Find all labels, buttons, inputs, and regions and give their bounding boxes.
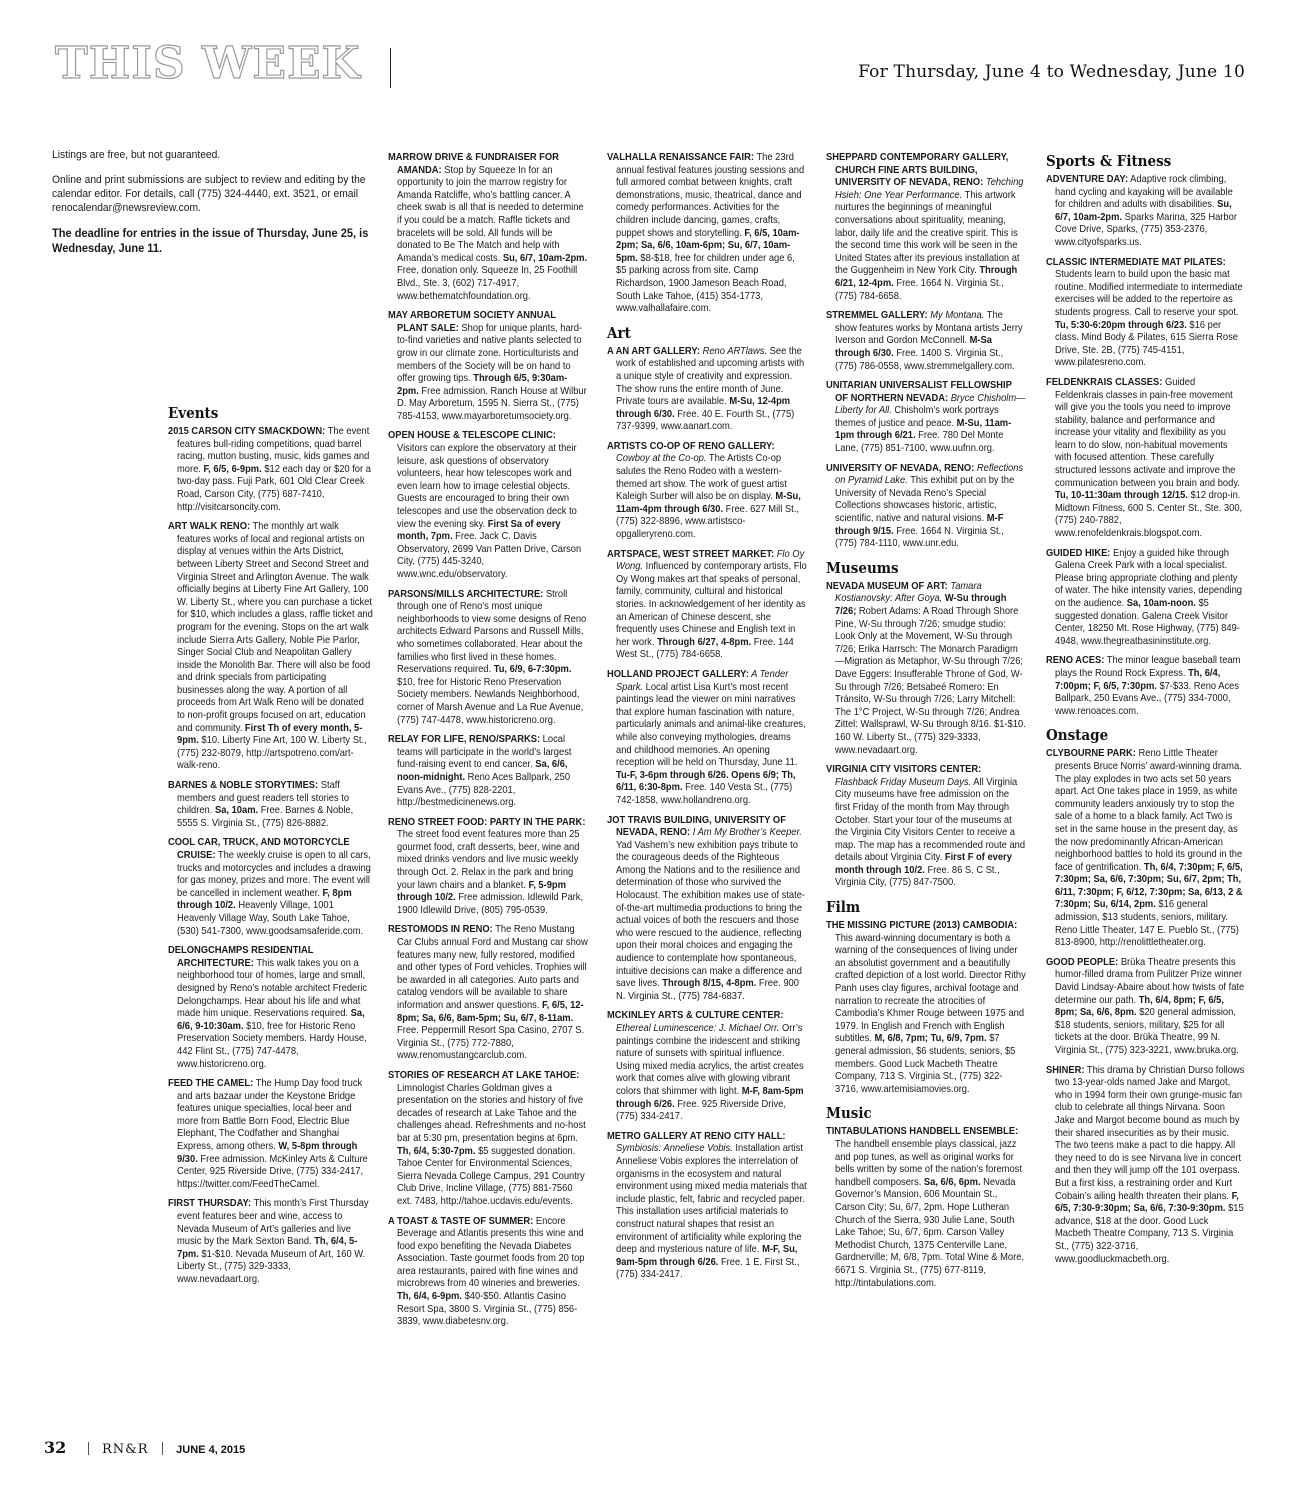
listing-time: Th, 6/4, 7:30pm; F, 6/5, 7:30pm; Sa, 6/6, 7:30pm; Su, 6/7, 2pm; Th, 6/11, 7:30pm; F, 6/12, 7:30pm; Sa, 6/13, 2 & 7:30pm; Su, 6/14, 2pm. (1055, 861, 1243, 911)
listing-title: MAY ARBORETUM SOCIETY ANNUAL PLANT SALE: (388, 310, 556, 334)
listing-time: F, 6/5, 7:30-9:30pm; Sa, 6/6, 7:30-9:30pm. (1055, 1190, 1239, 1215)
issue-date: JUNE 4, 2015 (176, 1444, 246, 1456)
listing-description: Encore Beverage and Atlantis presents this wine and food expo benefiting the Nevada Diabetes Association. Taste gourmet foods from 20 top area restaurants, paired with fine wines and microbrews from 40 wineries and breweries. (397, 1215, 585, 1290)
page-footer (44, 1438, 245, 1458)
listing-title: GUIDED HIKE: (1046, 547, 1111, 559)
intro-deadline: The deadline for entries in the issue of Thursday, June 25, is Wednesday, June 11. (52, 226, 369, 255)
section-heading: Sports & Fitness (1046, 152, 1172, 170)
listing-time: Tu, 10-11:30am through 12/15. (1055, 490, 1188, 502)
intro-notes (52, 148, 369, 267)
listing-description: The Hump Day food truck and arts bazaar under the Keystone Bridge features unique specialties, local beer and more from Battle Born Food, Electric Blue Elephant, The Codfather and Shanghai Express, among others. (177, 1078, 363, 1153)
listing-description: This walk takes you on a neighborhood tour of homes, large and small, designed by Reno’s notable architect Frederic Delongchamps. Hear about his life and what made him unique. Reservations required. (177, 957, 368, 1020)
listing-title: TINTABULATIONS HANDBELL ENSEMBLE: (826, 1126, 1019, 1138)
listing-description: Influenced by contemporary artists, Flo Oy Wong makes art that speaks of personal, family, community, cultural and historical stories. In acknowledgement of her identity as an American of Chinese descent, she frequently uses Chinese and English text in her work. (616, 561, 807, 648)
listing-item (826, 463, 1026, 551)
listing-details: $10. Liberty Fine Art, 100 W. Liberty St., (775) 232-8079, http://artspotreno.com/art-walk-reno. (177, 735, 367, 772)
column-5 (1046, 152, 1246, 1273)
listing-title: UNITARIAN UNIVERSALIST FELLOWSHIP OF NORTHERN NEVADA: (826, 380, 1012, 404)
listing-item (826, 920, 1026, 1096)
page-number: 32 (44, 1438, 67, 1457)
listing-time: F, 8pm through 10/2. (177, 887, 352, 912)
listing-time: Through 8/15, 4-8pm. (662, 978, 757, 990)
listing-details: Free. 1664 N. Virginia St., (775) 784-1110, www.unr.edu. (835, 525, 1004, 550)
listing-item (826, 581, 1026, 757)
listing-item (1046, 655, 1246, 718)
listing-details: Free admission. Ranch House at Wilbur D. May Arboretum, 1595 N. Sierra St., (775) 785-4153, www.mayarboretumsociety.org. (397, 385, 587, 422)
listing-description: The Reno Mustang Car Clubs annual Ford and Mustang car show features many new, fully restored, modified and other types of Ford vehicles. Trophies will be awarded in all categories. Auto parts and catalog vendors will be available to share information and answer questions. (397, 924, 588, 1011)
listing-details: Free. 144 West St., (775) 784-6658. (616, 636, 794, 661)
listing-details: $7 general admission, $6 students, seniors, $5 members. Good Luck Macbeth Theatre Company, 713 S. Virginia St., (775) 322-3716, www.artemisiamovies.org. (835, 1033, 1016, 1095)
listing-details: $5 suggested donation. Tahoe Center for Environmental Sciences, Sierra Nevada College Campus, 291 Country Club Drive, Incline Village, (775) 881-7560 ext. 7483, http://tahoe.ucdavis.edu/events. (397, 1145, 585, 1207)
masthead (55, 38, 1245, 92)
footer-divider (88, 1442, 89, 1455)
listing-title: ADVENTURE DAY: (1046, 174, 1129, 185)
listing-description: This artwork nurtures the beginnings of meaningful conversations about spirituality, meaning, labor, daily life and the creative spirit. This is the second time this work will be seen in the United States after its previous installation at the Guggenheim in New York City. (835, 189, 1020, 277)
listing-item (168, 837, 373, 938)
listing-details: Sparks Marina, 325 Harbor Cove Drive, Sparks, (775) 353-2376, www.cityofsparks.us. (1055, 211, 1237, 248)
listing-time: M-Su, 11am-1pm through 6/21. (835, 417, 1012, 442)
listing-title: UNIVERSITY OF NEVADA, RENO: (826, 462, 975, 474)
listing-description: The handbell ensemble plays classical, jazz and pop tunes, as well as original works for bells written by some of the nation’s foremost handbell composers. (835, 1138, 1022, 1188)
listing-time: Through 6/21, 12-4pm. (835, 265, 1018, 289)
listing-description: This exhibit put on by the University of Nevada Reno’s Special Collections showcases historic, artistic, scientific, native and natural visions. (835, 475, 1015, 525)
listing-time: W-Su through 7/26; (835, 593, 1007, 617)
listing-subtitle: Flashback Friday Museum Days. (835, 776, 972, 788)
listing-description: The 23rd annual festival features jousting sessions and full armored combat between knights, craft demonstrations, music, theatrical, dance and comedy performances. Activities for the children include dancing, games, crafts, puppet shows and storytelling. (616, 152, 805, 239)
listing-details: Free, donation only. Squeeze In, 25 Foothill Blvd., Ste. 3, (602) 717-4917, www.bethematchfoundation.org. (397, 265, 578, 302)
listing-item (607, 1010, 807, 1123)
listing-description: Local artist Lisa Kurt’s most recent paintings lead the viewer on mini narratives that explore human fascination with nature, particularly animals and animal-like creatures, while also conveying mythologies, dreams and childhood memories. An opening reception will be held on Thursday, June 11. (616, 681, 806, 769)
listing-time: First Sa of every month, 7pm. (397, 518, 561, 543)
date-range: For Thursday, June 4 to Wednesday, June 10 (858, 62, 1245, 82)
listing-description: Shop for unique plants, hard-to-find varieties and native plants selected to grow in our climate zone. Horticulturists and members of the Society will be on hand to offer growing tips. (397, 322, 583, 385)
listing-description: Yad Vashem’s new exhibition pays tribute to the courageous deeds of the Righteous Among the Nations and to the resilience and determination of those who survived the Holocaust. The exhibition makes use of state-of-the-art multimedia productions to bring the actual voices of both the rescuers and those who were rescued to the audience, reflecting upon their moral choices and engaging the audience to contemplate how spontaneous, intuitive decisions can make a difference and save lives. (616, 839, 806, 990)
listing-details: Free. 900 N. Virginia St., (775) 784-6837. (616, 978, 799, 1002)
listing-details: Heavenly Village, 1001 Heavenly Village Way, South Lake Tahoe, (530) 541-7300, www.goodsamsaferide.com. (177, 900, 364, 937)
listing-description: Limnologist Charles Goldman gives a presentation on the stories and history of five decades of research at Lake Tahoe and the challenges ahead. Refreshments and no-host bar at 5:30 pm, presentation begins at 6pm. (397, 1082, 586, 1144)
listing-subtitle: Reno ARTlaws. (699, 345, 768, 357)
listing-subtitle: I Am My Brother’s Keeper. (690, 827, 802, 839)
listing-description: Brüka Theatre presents this humor-filled drama from Pulitzer Prize winner David Lindsay-Abaire about how twists of fate determine our path. (1055, 956, 1245, 1006)
listing-subtitle: Ethereal Luminescence: J. Michael Orr. (616, 1023, 780, 1034)
listing-title: STREMMEL GALLERY: (826, 310, 928, 322)
listing-subtitle: My Montana. (927, 310, 985, 322)
listing-time: Tu-F, 3-6pm through 6/26. Opens 6/9; Th, 6/11, 6:30-8pm. (616, 769, 796, 794)
listing-item (826, 152, 1026, 303)
column-2 (388, 152, 588, 1336)
listing-description: All Virginia City museums have free admission on the first Friday of the month from May through October. Start your tour of the museums at the Virginia City Visitors Center to receive a map. The map has a recommended route and details about Virginia City. (835, 776, 1026, 864)
listing-time: Sa, 6/6, noon-midnight. (397, 759, 568, 783)
listing-item (388, 310, 588, 423)
listing-time: Tu, 5:30-6:20pm through 6/23. (1055, 319, 1187, 331)
listing-title: METRO GALLERY AT RENO CITY HALL: (607, 1130, 786, 1142)
listing-item (1046, 548, 1246, 649)
listing-item (826, 380, 1026, 456)
listing-title: FIRST THURSDAY: (168, 1198, 252, 1210)
listing-title: DELONGCHAMPS RESIDENTIAL ARCHITECTURE: (168, 945, 314, 969)
listing-subtitle: Reflections on Pyramid Lake. (835, 462, 1024, 487)
listing-item (388, 734, 588, 810)
section-heading: Museums (826, 558, 899, 577)
listing-details: $15 advance, $18 at the door. Good Luck Macbeth Theatre Company, 713 S. Virginia St., (775) 322-3716, www.goodluckmacbeth.org. (1055, 1203, 1244, 1265)
listing-item (607, 441, 807, 542)
listing-item (1046, 257, 1246, 370)
listing-time: F, 5-9pm through 10/2. (397, 879, 566, 904)
listing-description: The minor league baseball team plays the Round Rock Express. (1055, 655, 1241, 679)
column-4 (826, 152, 1026, 1297)
listing-item (826, 310, 1026, 373)
listing-description: The weekly cruise is open to all cars, trucks and motorcycles and includes a drawing for gas money, prizes and more. The event will be cancelled in inclement weather. (177, 850, 371, 899)
listing-item (607, 1131, 807, 1282)
listing-title: FEED THE CAMEL: (168, 1078, 254, 1090)
listing-subtitle: Tehching Hsieh: One Year Performance. (835, 177, 1024, 201)
listing-subtitle: Flo Oy Wong. (616, 548, 805, 573)
listing-time: F, 6/5, 12-8pm; Sa, 6/6, 8am-5pm; Su, 6/7, 8-11am. (397, 1000, 584, 1024)
listing-item (168, 1198, 373, 1286)
listing-title: A AN ART GALLERY: (607, 345, 700, 357)
listing-description: This drama by Christian Durso follows two 13-year-olds named Jake and Margot, who in 1994 form their own grunge-music fan club to celebrate all things Nirvana. Soon Jake and Margot become bound as much by their shared insecurities as by their music. The two teens make a pact to die happy. All they need to do is see Nirvana live in concert and then they will jump off the 101 overpass. But a first kiss, a restraining order and Kurt Cobain’s ailing health threaten their plans. (1055, 1064, 1245, 1202)
listing-title: RESTOMODS IN RENO: (388, 924, 493, 936)
listing-time: Sa, 10am-noon. (1126, 598, 1196, 609)
listing-details: $1-$10. Nevada Museum of Art, 160 W. Liberty St., (775) 329-3333, www.nevadaart.org. (177, 1248, 366, 1285)
listing-description: Enjoy a guided hike through Galena Creek Park with a local specialist. Please bring appropriate clothing and plenty of water. The hike intensity varies, depending on the audience. (1055, 547, 1242, 609)
listing-title: RENO ACES: (1046, 655, 1105, 667)
listing-description: Staff members and guest readers tell stories to children. (177, 780, 350, 817)
listing-time: First Th of every month, 5-9pm. (177, 722, 363, 747)
listing-title: THE MISSING PICTURE (2013) CAMBODIA: (826, 920, 1018, 932)
listing-description: Reno Little Theater presents Bruce Norris’ award-winning drama. The play explodes in two acts set 50 years apart. Act One takes place in 1959, as white community leaders anxiously try to stop the sale of a home to a black family. Act Two is set in the same house in the present day, as the now predominantly African-American neighborhood battles to hold its ground in the face of gentrification. (1055, 748, 1243, 873)
listing-time: Th, 6/4, 5-7pm. (177, 1236, 358, 1260)
listing-description: The monthly art walk features works of local and regional artists on display at venues within the Arts District, between Liberty Street and Second Street and Virginia Street and Arlington Avenue. The walk officially begins at Liberty Fine Art Gallery, 100 W. Liberty St., where you can purchase a ticket for $10, which includes a glass, raffle ticket and program for the evening. Stops on the art walk include Sierra Arts Gallery, Noble Pie Parlor, Singer Social Club and Neapolitan Gallery inside the Monolith Bar. There will also be food and drink specials from participating businesses along the way. A portion of all proceeds from Art Walk Reno will be donated to non-profit groups focused on art, education and community. (177, 521, 373, 734)
listing-details: Robert Adams: A Road Through Shore Pine, W-Su through 7/26; smudge studio: Look Only at the Movement, W-Su through 7/26; Erika Harrsch: The Monarch Paradigm—Migration as Metaphor, W-Su through 7/26; Dave Eggers: Insufferable Throne of God, W-Su through 7/26; Betsabeé Romero: En Tránsito, W-Su through 7/26; Larry Mitchell: The 1°C Project, W-Su through 7/26; Andrea Zittel: Wallsprawl, W-Su through 8/16. $1-$10. 160 W. Liberty St., (775) 329-3333, www.nevadaart.org. (835, 606, 1026, 756)
footer-divider (162, 1442, 163, 1455)
listing-details: Free. Jack C. Davis Observatory, 2699 Van Patten Drive, Carson City, (775) 445-3240, www.wnc.edu/observatory. (397, 531, 582, 580)
listing-title: FELDENKRAIS CLASSES: (1046, 376, 1163, 388)
listing-section (1046, 152, 1246, 718)
listing-item (826, 764, 1026, 890)
listing-title: JOT TRAVIS BUILDING, UNIVERSITY OF NEVADA, RENO: (607, 814, 786, 839)
listing-time: M-F through 9/15. (835, 513, 1004, 537)
listing-description: This month’s First Thursday event features beer and wine, access to Nevada Museum of Art’s galleries and live music by the Mark Sexton Band. (177, 1198, 369, 1248)
listing-details: Free. 140 Vesta St., (775) 742-1858, www.hollandreno.org. (616, 782, 793, 806)
listing-title: OPEN HOUSE & TELESCOPE CLINIC: (388, 430, 556, 442)
listing-item (168, 521, 373, 773)
listing-time: Th, 6/4, 6-9pm. (397, 1291, 462, 1303)
listing-details: $7-$33. Reno Aces Ballpark, 250 Evans Ave., (775) 334-7000, www.renoaces.com. (1055, 680, 1240, 717)
listing-title: CLASSIC INTERMEDIATE MAT PILATES: (1046, 256, 1226, 268)
listing-description: Chisholm’s work portrays themes of justice and peace. (835, 405, 999, 429)
listing-title: ARTSPACE, WEST STREET MARKET: (607, 548, 775, 560)
listing-time: F, 6/5, 10am-2pm; Sa, 6/6, 10am-6pm; Su, 6/7, 10am-5pm. (616, 227, 800, 264)
listing-details: Free. Barnes & Noble, 5555 S. Virginia St., (775) 826-8882. (177, 805, 354, 829)
intro-submissions: Online and print submissions are subject to review and editing by the calendar editor. For details, call (775) 324-4440, ext. 3521, or email renocalendar@newsreview.com. (52, 174, 366, 214)
listing-details: $5 suggested donation. Galena Creek Visitor Center, 18250 Mt. Rose Highway, (775) 849-4948, www.thegreatbasininstitute.org. (1055, 598, 1240, 647)
listing-description: Visitors can explore the observatory at their leisure, ask questions of observatory volunteers, hear how telescopes work and even learn how to image celestial objects. Guests are encouraged to bring their own telescopes and use the observation deck to view the evening sky. (397, 443, 577, 530)
listing-time: M, 6/8, 7pm; Tu, 6/9, 7pm. (874, 1033, 987, 1045)
listing-title: ART WALK RENO: (168, 521, 251, 533)
listing-time: Th, 6/4, 7:00pm; F, 6/5, 7:30pm. (1055, 667, 1221, 692)
listing-description: Orr’s paintings combine the iridescent and striking nature of sunsets with spiritual influence. Using mixed media acrylics, the artist creates work that comes alive with glowing vibrant colors that shimmer with light. (616, 1023, 804, 1097)
section-heading: Music (826, 1104, 872, 1123)
section-heading: Onstage (1046, 726, 1109, 745)
listing-item (388, 817, 588, 918)
listing-time: Sa, 10am. (214, 805, 259, 817)
listing-details: Free. 86 S. C St., Virginia City, (775) 847-7500. (835, 864, 1000, 889)
listing-details: Free. 1 E. First St., (775) 334-2417. (616, 1256, 800, 1281)
listing-item (388, 1216, 588, 1329)
listing-time: Sa, 6/6, 6pm. (923, 1176, 981, 1188)
listing-title: COOL CAR, TRUCK, AND MOTORCYCLE CRUISE: (168, 837, 350, 861)
listing-item (607, 346, 807, 434)
listing-details: Reno Aces Ballpark, 250 Evans Ave., (775) 828-2201, http://bestmedicinenews.org. (397, 771, 571, 809)
listing-title: MARROW DRIVE & FUNDRAISER FOR AMANDA: (388, 152, 559, 176)
listing-item (1046, 377, 1246, 541)
listing-description: Local teams will participate in the world’s largest fund-raising event to end cancer. (397, 734, 572, 771)
listing-description: The event features bull-riding competitions, quad barrel racing, mutton busting, music, kids games and more. (177, 426, 370, 475)
listing-title: RELAY FOR LIFE, RENO/SPARKS: (388, 734, 541, 746)
listing-time: M-Su, 12-4pm through 6/30. (616, 396, 791, 420)
listing-item (168, 780, 373, 830)
listing-item (607, 152, 807, 316)
listing-title: VALHALLA RENAISSANCE FAIR: (607, 152, 755, 163)
listing-title: SHEPPARD CONTEMPORARY GALLERY, CHURCH FINE ARTS BUILDING, UNIVERSITY OF NEVADA, RENO: (826, 152, 1009, 189)
listing-title: GOOD PEOPLE: (1046, 956, 1119, 968)
listing-section (607, 324, 807, 1282)
listing-item (607, 815, 807, 1004)
listing-section (826, 559, 1026, 890)
listing-description: Installation artist Anneliese Vobis explores the interrelation of organisms in the ecosystem and natural environment using mixed media materials that include plastic, felt, fabric and recycled paper. This installation uses artificial materials to construct natural shapes that resist an environment of artificiality while exploring the deep and mysterious nature of life. (616, 1143, 807, 1256)
listing-details: Free. 925 Riverside Drive, (775) 334-2417. (616, 1098, 786, 1123)
listing-details: Free. 780 Del Monte Lane, (775) 851-7100, www.uufnn.org. (835, 430, 1004, 455)
column-3 (607, 152, 807, 1289)
section-heading: Film (826, 898, 861, 917)
section-heading: Art (607, 323, 631, 342)
listing-details: Free. 40 E. Fourth St., (775) 737-9399, www.aanart.com. (616, 408, 795, 433)
listing-time: Tu, 6/9, 6-7:30pm. (493, 664, 572, 676)
listing-time: Sa, 6/6, 9-10:30am. (177, 1008, 365, 1032)
listing-time: Through 6/5, 9:30am-2pm. (397, 373, 568, 397)
listing-details: Free admission. Idlewild Park, 1900 Idlewild Drive, (805) 795-0539. (397, 892, 584, 916)
listing-time: M-Sa through 6/30. (835, 335, 992, 359)
listing-description: See the work of established and upcoming artists with a unique style of creativity and expression. The show runs the entire month of June. Private tours are available. (616, 345, 805, 408)
listing-section (826, 898, 1026, 1096)
listing-description: The Artists Co-op salutes the Reno Rodeo with a western-themed art show. The work of guest artist Kaleigh Surber will also be on display. (616, 453, 787, 503)
listing-details: Free. Peppermill Resort Spa Casino, 2707 S. Virginia St., (775) 772-7880, www.renomustangcarclub.com. (397, 1025, 585, 1062)
listing-details: Free. 627 Mill St., (775) 322-8896, www.artistsco-opgalleryreno.com. (616, 503, 799, 541)
listing-title: ARTISTS CO-OP OF RENO GALLERY: (607, 440, 775, 452)
listing-item (388, 152, 588, 303)
section-title: THIS WEEK (55, 38, 361, 89)
listing-title: BARNES & NOBLE STORYTIMES: (168, 780, 319, 792)
listing-details: $10, free for Historic Reno Preservation Society members. Newlands Neighborhood, corner of Marsh Avenue and La Rue Avenue, (775) 747-4478, www.historicreno.org. (397, 676, 584, 726)
listing-details: $16 general admission, $13 students, seniors, military. Reno Little Theater, 147 E. Pueblo St., (775) 813-8900, http://renolittletheater.org. (1055, 899, 1239, 949)
listing-details: $16 per class. Mind Body & Pilates, 615 Sierra Rose Drive, Ste. 2B, (775) 745-4151, www.pilatesreno.com. (1055, 319, 1238, 369)
listing-section (388, 152, 588, 1329)
listing-description: The street food event features more than 25 gourmet food, craft desserts, beer, wine and mixed drinks vendors and live music weekly through Oct. 2. Relax in the park and bring your lawn chairs and a blanket. (397, 829, 580, 891)
listing-item (607, 669, 807, 808)
listing-section (826, 152, 1026, 551)
masthead-divider (390, 48, 391, 88)
listing-details: $12 each day or $20 for a two-day pass. Fuji Park, 601 Old Clear Creek Road, Carson City, (775) 687-7410, http://visitcarsoncity.com. (177, 463, 371, 513)
listing-item (1046, 748, 1246, 950)
listing-title: MCKINLEY ARTS & CULTURE CENTER: (607, 1010, 784, 1022)
listing-item (388, 1070, 588, 1209)
listing-time: F, 6/5, 6-9pm. (203, 463, 262, 475)
listing-item (388, 924, 588, 1063)
listing-item (826, 1126, 1026, 1290)
listing-time: Su, 6/7, 10am-2pm. (502, 252, 588, 264)
listing-description: Adaptive rock climbing, hand cycling and kayaking will be available for children and adults with disabilities. (1055, 174, 1233, 211)
listing-item (388, 589, 588, 728)
listing-details: $12 drop-in. Midtown Fitness, 600 S. Center St., Ste. 300, (775) 240-7882, www.renofeldenkrais.blogspot.com. (1055, 490, 1243, 540)
listing-title: SHINER: (1046, 1064, 1085, 1076)
listing-time: M-F, Su, 9am-5pm through 6/26. (616, 1244, 798, 1268)
listing-time: M-Su, 11am-4pm through 6/30. (616, 491, 801, 515)
listing-title: STORIES OF RESEARCH AT LAKE TAHOE: (388, 1069, 580, 1081)
listing-description: Stop by Squeeze In for an opportunity to join the marrow registry for Amanda Ratcliffe, who’s battling cancer. A cheek swab is all that is needed to determine if you could be a match. Raffle tickets and bracelets will be sold. All funds will be donated to Be The Match and help with Amanda’s medical costs. (397, 164, 584, 264)
listing-item (1046, 1065, 1246, 1267)
listing-section (826, 1104, 1026, 1290)
listing-item (168, 945, 373, 1071)
listing-details: Nevada Governor’s Mansion, 606 Mountain St., Carson City; Su, 6/7, 2pm. Hope Lutheran Church of the Sierra, 930 Julie Lane, South Lake Tahoe; Su, 6/7, 6pm. Carson Valley Methodist Church, 1375 Centerville Lane, Gardnerville; M, 6/8, 7pm. Total Wine & More, 6671 S. Virginia St., (775) 677-8119, http://tintabulations.com. (835, 1176, 1025, 1289)
listing-title: A TOAST & TASTE OF SUMMER: (388, 1215, 534, 1227)
listing-time: Through 6/27, 4-8pm. (657, 636, 752, 648)
column-1 (168, 404, 373, 1294)
listing-time: W, 5-8pm through 9/30. (177, 1141, 358, 1165)
listing-description: The show features works by Montana artists Jerry Iverson and Gordon McConnell. (835, 310, 1023, 347)
listing-time: M-F, 8am-5pm through 6/26. (616, 1085, 804, 1110)
publication-name: RN&R (101, 1442, 149, 1457)
listing-section (168, 404, 373, 1287)
listing-details: Free admission. McKinley Arts & Culture Center, 925 Riverside Drive, (775) 334-2417, https://twitter.com/FeedTheCamel. (177, 1153, 368, 1190)
listing-description: Stroll through one of Reno’s most unique neighborhoods to view some designs of Reno architects Edward Parsons and Russell Mills, who sometimes collaborated. Hear about the families who first lived in these homes. Reservations required. (397, 588, 587, 676)
section-heading: Events (168, 404, 219, 422)
intro-disclaimer: Listings are free, but not guaranteed. (52, 149, 221, 161)
listing-section (607, 152, 807, 316)
listing-item (1046, 957, 1246, 1058)
listing-details: Free. 1400 S. Virginia St., (775) 786-0558, www.stremmelgallery.com. (835, 347, 1015, 372)
listing-item (607, 549, 807, 662)
listing-details: $10, free for Historic Reno Preservation Society members. Hardy House, 442 Flint St., (775) 747-4478, www.historicreno.org. (177, 1020, 367, 1070)
listing-time: First F of every month through 10/2. (835, 852, 1012, 876)
listing-title: NEVADA MUSEUM OF ART: (826, 580, 948, 592)
listing-details: Free. 1664 N. Virginia St., (775) 784-6658. (835, 277, 1004, 302)
listing-subtitle: Symbiosis: Anneliese Vobis. (616, 1143, 733, 1155)
listing-time: Su, 6/7, 10am-2pm. (1055, 199, 1232, 223)
listing-item (168, 1078, 373, 1191)
listing-title: HOLLAND PROJECT GALLERY: (607, 668, 749, 680)
listing-description: Guided Feldenkrais classes in pain-free movement will give you the tools you need to improve stability, balance and performance and increase your vitality and flexibility as you learn to do slow, non-habitual movements with focused attention. These carefully structured lessons activate and improve the communication between you brain and body. (1055, 376, 1240, 489)
listing-item (388, 430, 588, 581)
listing-title: 2015 CARSON CITY SMACKDOWN: (168, 426, 326, 437)
listing-subtitle: A Tender Spark. (616, 668, 789, 693)
listing-description: Students learn to build upon the basic mat routine. Modified intermediate to intermediate exercises will be added to the repertoire as students progress. Call to reserve your spot. (1055, 269, 1243, 318)
listing-title: RENO STREET FOOD: PARTY IN THE PARK: (388, 816, 586, 828)
listing-section (1046, 726, 1246, 1266)
listing-title: VIRGINIA CITY VISITORS CENTER: (826, 764, 982, 776)
listing-details: $20 general admission, $18 students, seniors, military, $25 for all tickets at the door. Brüka Theatre, 99 N. Virginia St., (775) 323-3221, www.bruka.org. (1055, 1007, 1239, 1056)
listing-title: PARSONS/MILLS ARCHITECTURE: (388, 588, 544, 600)
listing-item (1046, 174, 1246, 250)
listing-item (168, 426, 373, 514)
listing-description: This award-winning documentary is both a warning of the consequences of living under an absolutist government and a beautifully crafted depiction of a lost world. Director Rithy Panh uses clay figures, archival footage and narration to recreate the atrocities of Cambodia’s Khmer Rouge between 1975 and 1979. In English and French with English subtitles. (835, 932, 1026, 1045)
listing-details: $8-$18, free for children under age 6, $5 parking across from site. Camp Richardson, 1900 Jameson Beach Road, South Lake Tahoe, (415) 354-1773, www.valhallafaire.com. (616, 252, 795, 315)
listing-time: Th, 6/4, 8pm; F, 6/5, 8pm; Sa, 6/6, 8pm. (1055, 994, 1224, 1019)
listing-subtitle: Tamara Kostianovsky: After Goya, (835, 580, 982, 605)
listing-subtitle: Cowboy at the Co-op. (616, 453, 707, 465)
listing-title: CLYBOURNE PARK: (1046, 748, 1136, 760)
listing-time: Th, 6/4, 5:30-7pm. (397, 1145, 476, 1157)
listing-details: $40-$50. Atlantis Casino Resort Spa, 3800 S. Virginia St., (775) 856-3839, www.diabetesnv.org. (397, 1291, 578, 1328)
listing-subtitle: Bryce Chisholm—Liberty for All. (835, 392, 1026, 417)
